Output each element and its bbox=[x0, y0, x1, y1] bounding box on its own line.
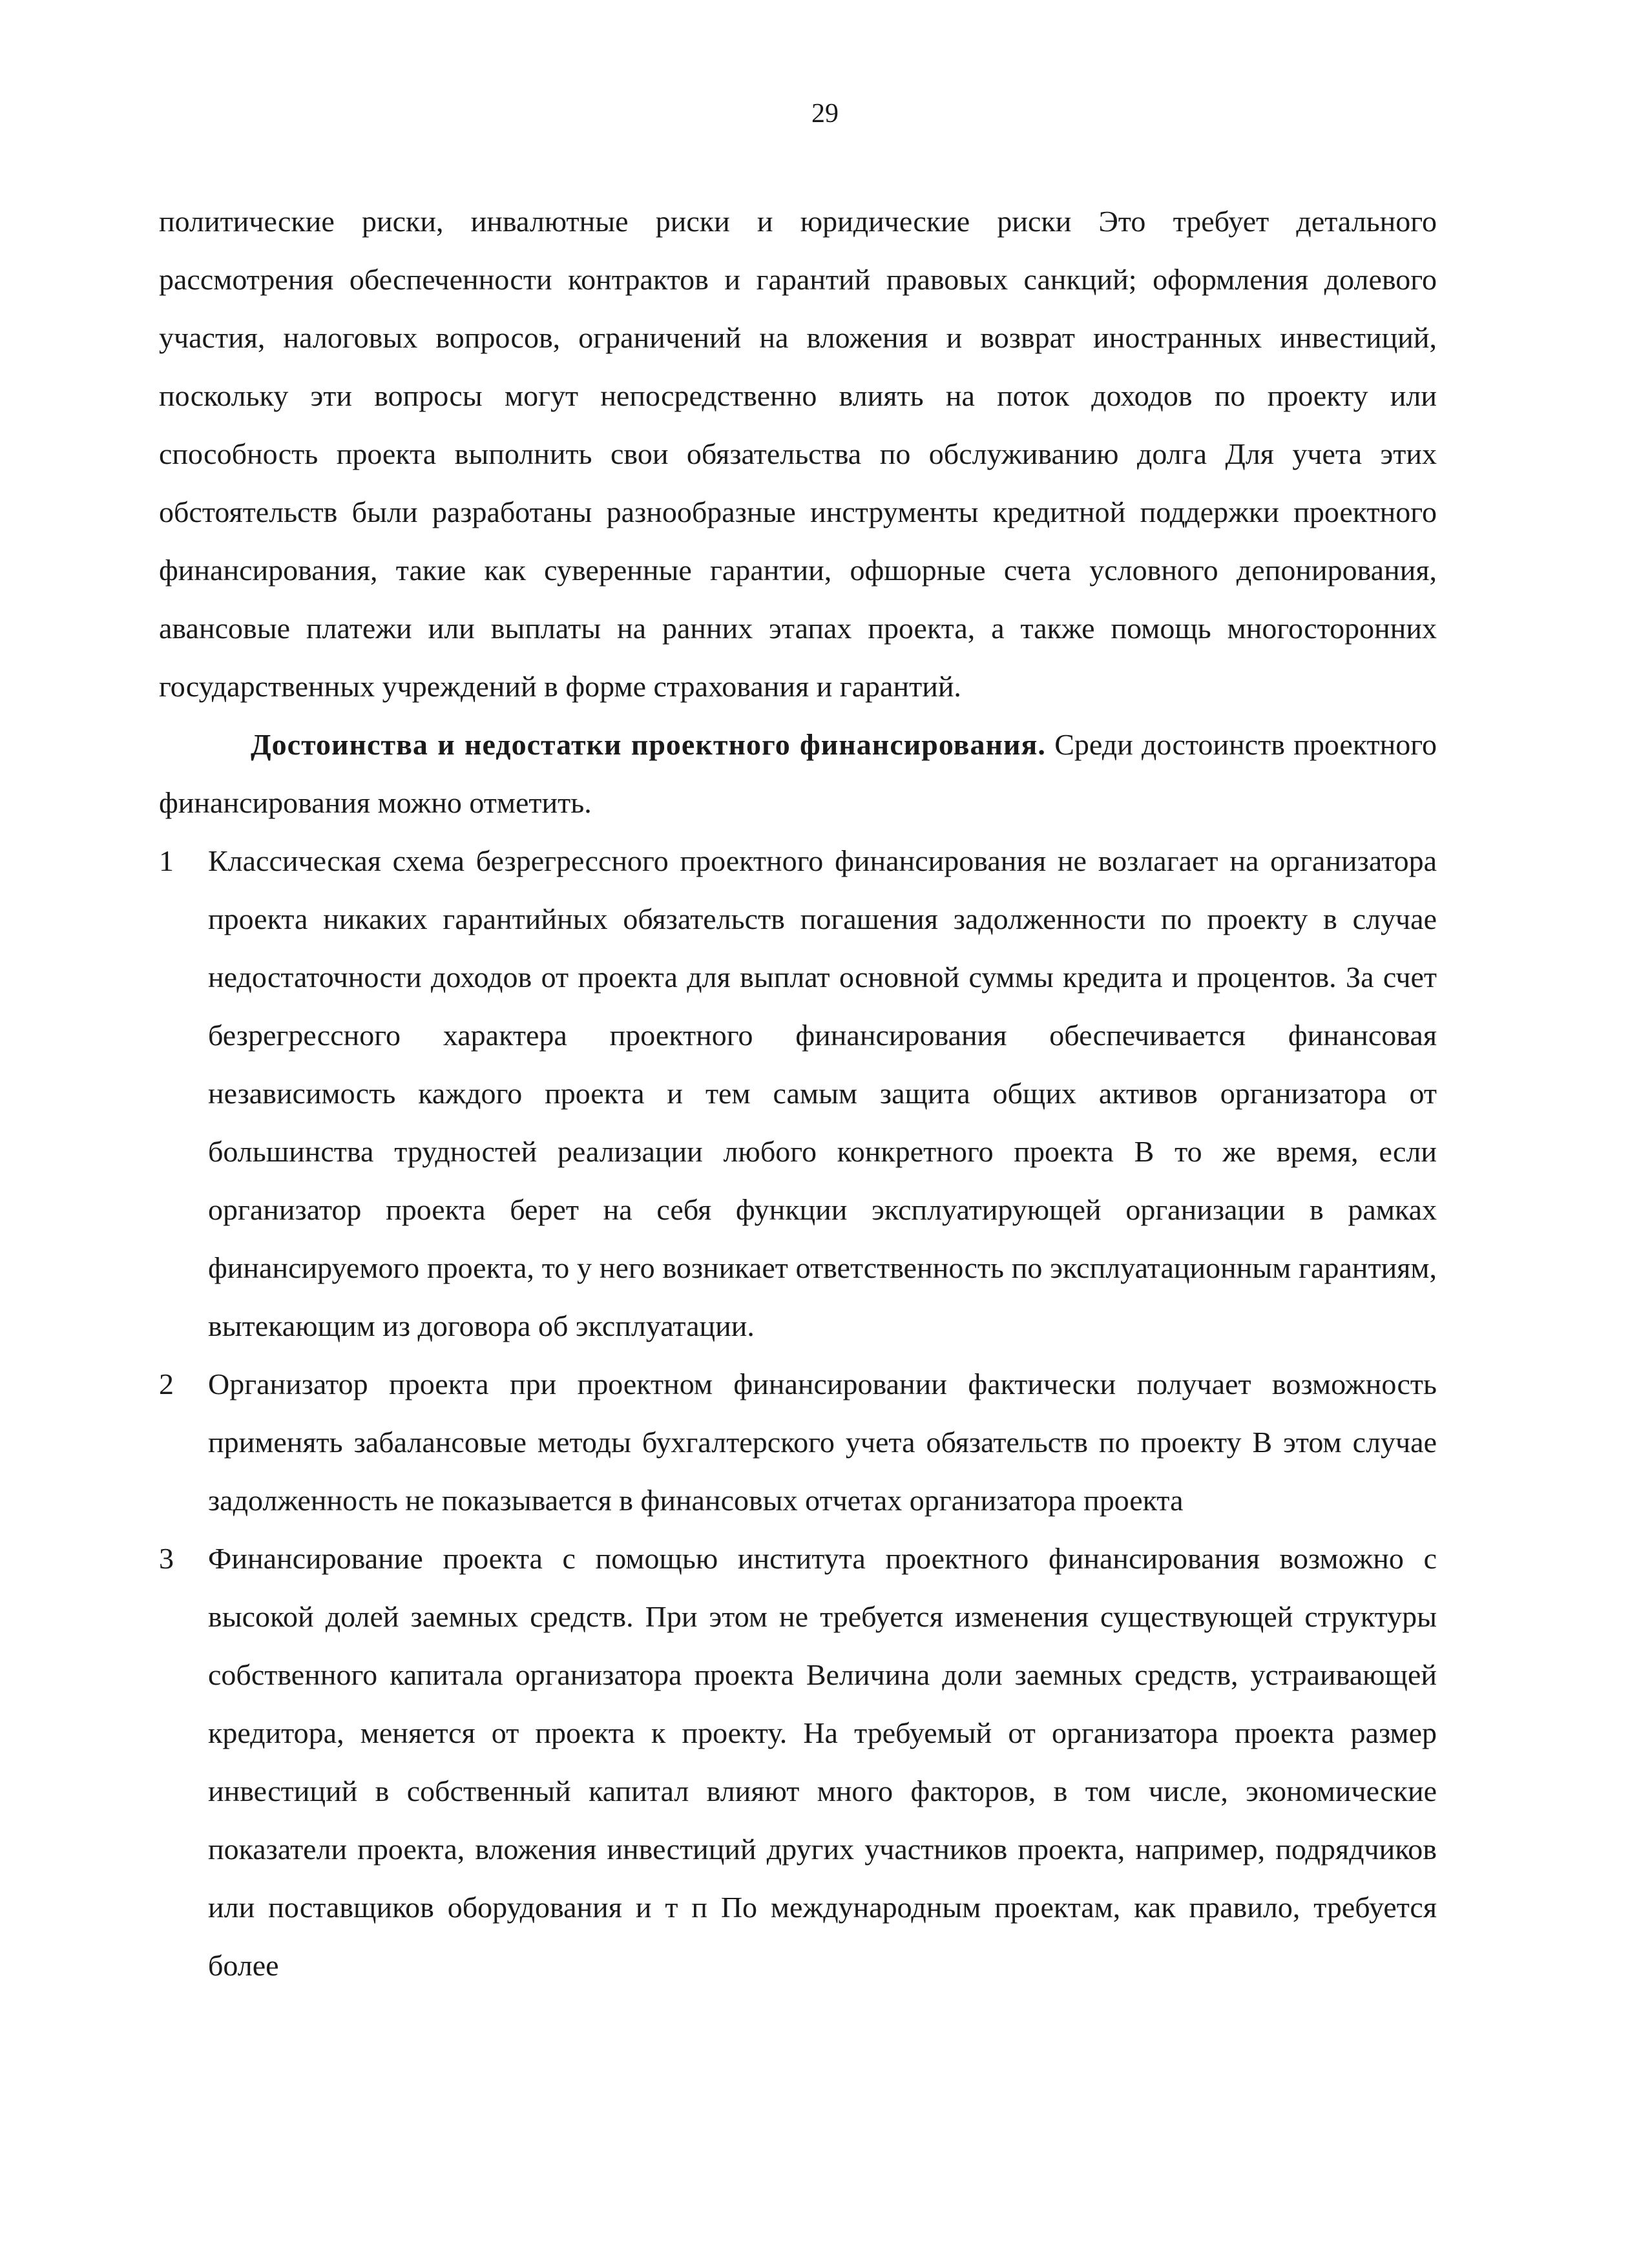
list-number: 2 bbox=[159, 1368, 174, 1400]
intro-paragraph: политические риски, инвалютные риски и юридические риски Это требует детального рассмотрения обеспеченности контрактов и гарантий правовых санкций; оформления долевого участия, налоговых вопросов, ограничений на вложения и возврат иностранных инвестиций, поскольку эти вопросы могут непосредственно влиять на поток доходов по проекту или способность проекта выполнить свои обязательства по обслуживанию долга Для учета этих обстоятельств были разработаны разнообразные инструменты кредитной поддержки проектного финансирования, такие как суверенные гарантии, офшорные счета условного депонирования, авансовые платежи или выплаты на ранних этапах проекта, а также помощь многосторонних государственных учреждений в форме страхования и гарантий. bbox=[159, 205, 1437, 703]
list-item-3 bbox=[159, 1530, 1437, 1995]
section-heading: Достоинства и недостатки проектного финансирования. bbox=[251, 728, 1046, 761]
list-number: 1 bbox=[159, 844, 174, 877]
page-number: 29 bbox=[811, 99, 839, 129]
list-text: Организатор проекта при проектном финансировании фактически получает возможность применять забалансовые методы бухгалтерского учета обязательств по проекту В этом случае задолженность не показывается в финансовых отчетах организатора проекта bbox=[208, 1368, 1437, 1517]
section-paragraph bbox=[159, 716, 1437, 832]
section-lead: Среди достоинств проектного финансирования можно отметить. bbox=[159, 728, 1437, 819]
list-text: Финансирование проекта с помощью института проектного финансирования возможно с высокой долей заемных средств. При этом не требуется изменения существующей структуры собственного капитала организатора проекта Величина доли заемных средств, устраивающей кредитора, меняется от проекта к проекту. На требуемый от организатора проекта размер инвестиций в собственный капитал влияют много факторов, в том числе, экономические показатели проекта, вложения инвестиций других участников проекта, например, подрядчиков или поставщиков оборудования и т п По международным проектам, как правило, требуется более bbox=[208, 1542, 1437, 1982]
list-text: Классическая схема безрегрессного проектного финансирования не возлагает на организатора проекта никаких гарантийных обязательств погашения задолженности по проекту в случае недостаточности доходов от проекта для выплат основной суммы кредита и процентов. За счет безрегрессного характера проектного финансирования обеспечивается финансовая независимость каждого проекта и тем самым защита общих активов организатора от большинства трудностей реализации любого конкретного проекта В то же время, если организатор проекта берет на себя функции эксплуатирующей организации в рамках финансируемого проекта, то у него возникает ответственность по эксплуатационным гарантиям, вытекающим из договора об эксплуатации. bbox=[208, 844, 1437, 1342]
list-number: 3 bbox=[159, 1542, 174, 1575]
list-item-1 bbox=[159, 832, 1437, 1355]
document-body bbox=[159, 192, 1437, 1995]
list-item-2 bbox=[159, 1355, 1437, 1530]
